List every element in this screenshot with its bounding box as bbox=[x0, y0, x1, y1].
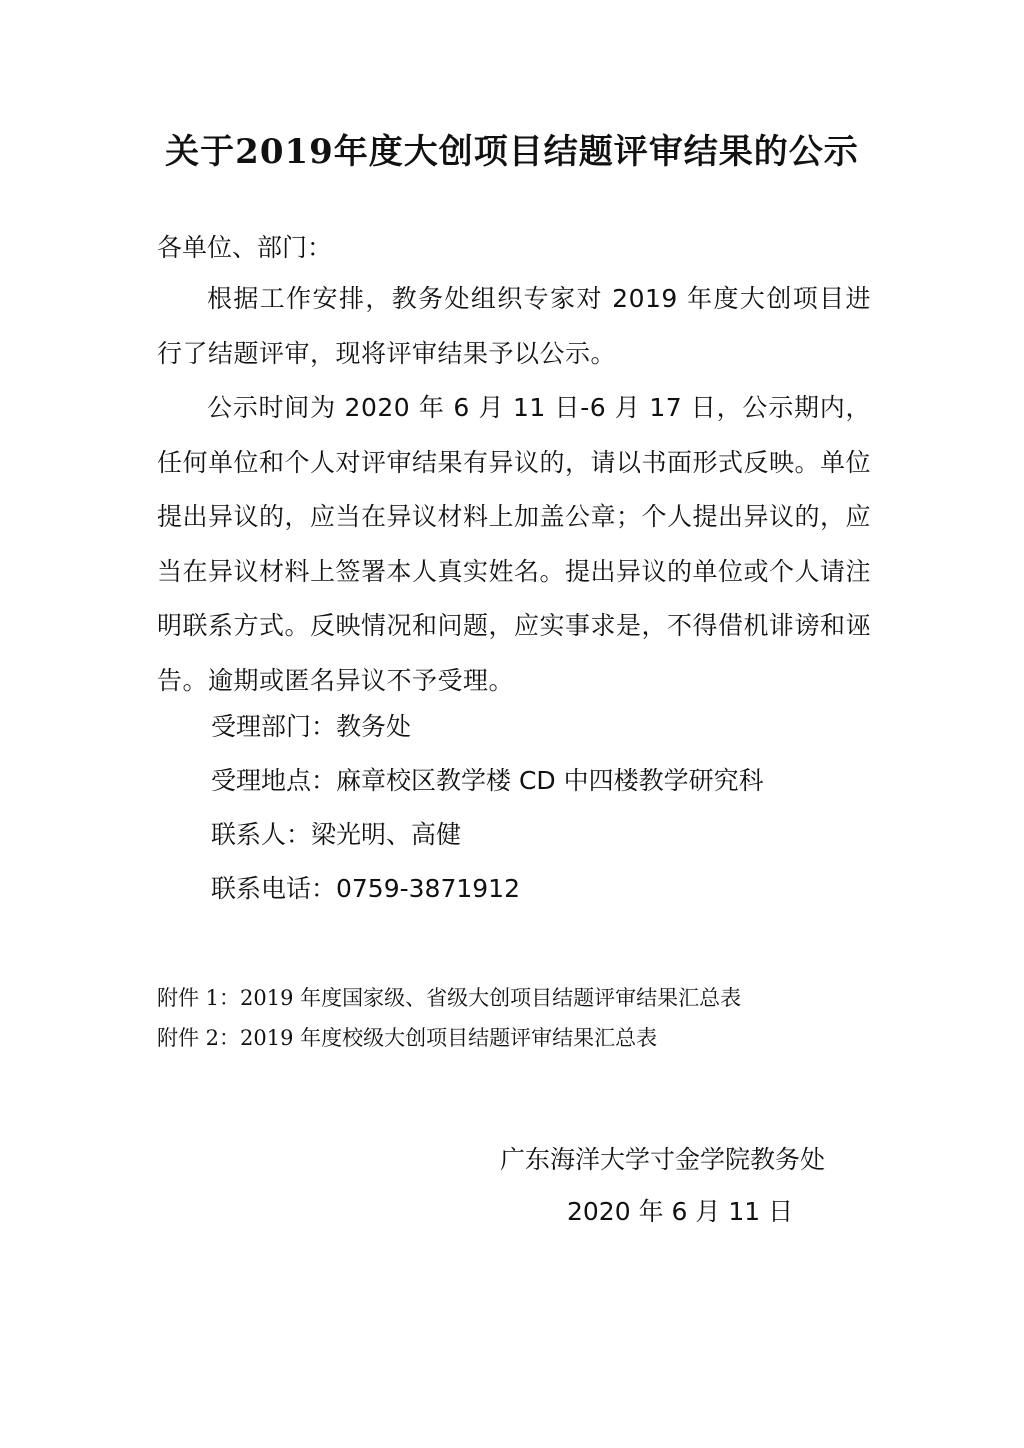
salutation: 各单位、部门： bbox=[157, 233, 333, 262]
attachment-1: 附件 1：2019 年度国家级、省级大创项目结题评审结果汇总表 bbox=[157, 986, 742, 1010]
signature-organization: 广东海洋大学寸金学院教务处 bbox=[500, 1145, 826, 1174]
signature-block bbox=[500, 1134, 880, 1238]
document-body bbox=[157, 272, 871, 708]
paragraph-notice: 公示时间为 2020 年 6 月 11 日-6 月 17 日，公示期内，任何单位和个人对评审结果有异议的，请以书面形式反映。单位提出异议的，应当在异议材料上加盖公章；个人提出异议的，应当在异议材料上签署本人真实姓名。提出异议的单位或个人请注明联系方式。反映情况和问题，应实事求是，不得借机诽谤和诬告。逾期或匿名异议不予受理。 bbox=[157, 393, 872, 695]
paragraph-intro: 根据工作安排，教务处组织专家对 2019 年度大创项目进行了结题评审，现将评审结果予以公示。 bbox=[157, 284, 871, 368]
contact-person: 联系人：梁光明、高健 bbox=[211, 820, 462, 849]
contact-department: 受理部门：教务处 bbox=[211, 712, 412, 741]
contact-location: 受理地点：麻章校区教学楼 CD 中四楼教学研究科 bbox=[211, 766, 764, 795]
page-title: 关于2019年度大创项目结题评审结果的公示 bbox=[165, 132, 859, 172]
attachment-2: 附件 2：2019 年度校级大创项目结题评审结果汇总表 bbox=[157, 1026, 658, 1050]
attachments-list bbox=[157, 978, 741, 1058]
contact-phone: 联系电话：0759-3871912 bbox=[211, 874, 520, 903]
signature-date: 2020 年 6 月 11 日 bbox=[567, 1197, 794, 1226]
contact-info bbox=[211, 700, 764, 916]
